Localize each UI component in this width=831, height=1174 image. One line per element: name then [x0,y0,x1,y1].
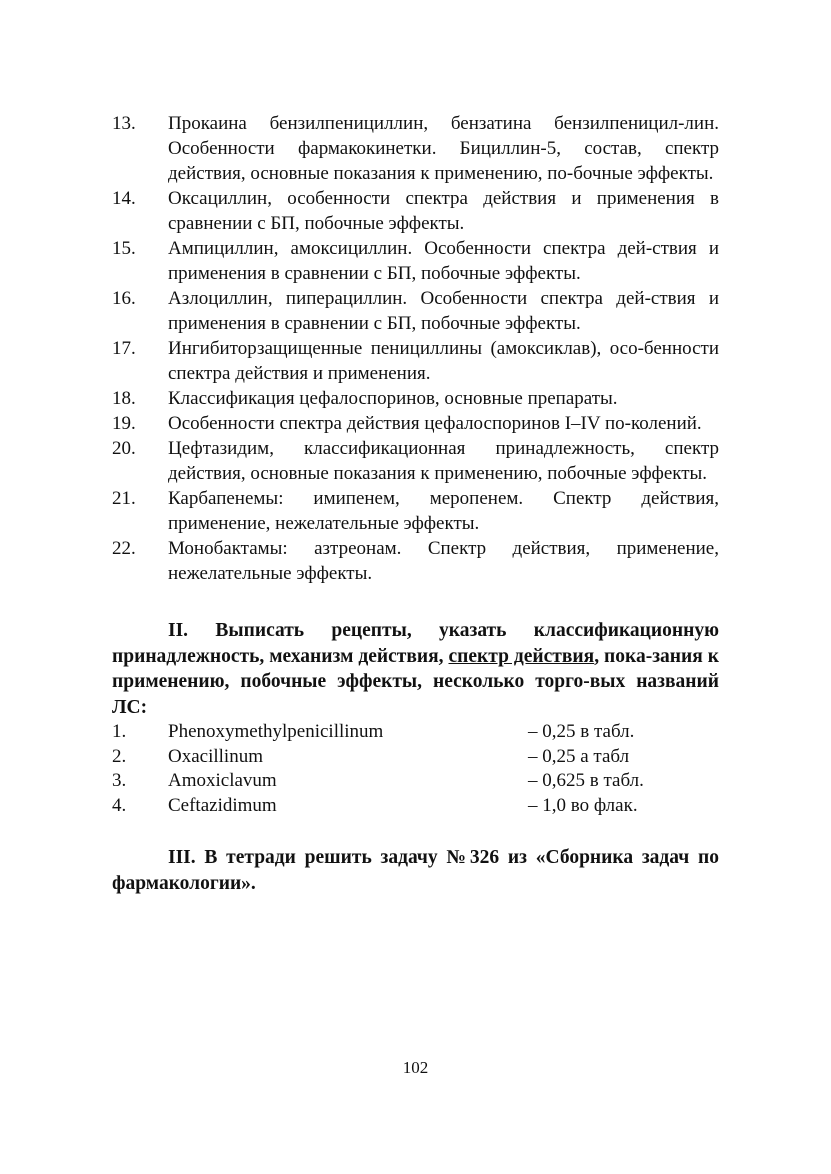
page-number: 102 [402,1058,429,1077]
prescription-number: 2. [112,745,127,767]
questions-list [112,111,719,586]
question-number: 18. [112,388,136,409]
list-item [112,794,719,819]
section-2-heading-start: II. Выписать рецепты, указать классификационную принадлежность, механизм действия, [112,620,719,667]
list-item [112,186,719,236]
section-2-heading-underlined: спектр действия [448,645,595,667]
question-number: 16. [112,288,136,309]
question-text: Классификация цефалоспоринов, основные препараты. [168,388,618,409]
question-text: Ингибиторзащищенные пенициллины (амоксиклав), осо-бенности спектра действия и применения. [168,338,719,384]
section-2-heading [112,618,719,720]
list-item [112,745,719,770]
list-item [112,769,719,794]
page-content [112,111,719,897]
drug-dose: – 1,0 во флак. [528,794,638,816]
section-2-heading-end: , пока-зания к применению, побочные эффекты, несколько торго-вых названий ЛС: [112,645,720,718]
question-text: Цефтазидим, классификационная принадлежность, спектр действия, основные показания к применению, побочные эффекты. [168,438,719,484]
question-text: Азлоциллин, пиперациллин. Особенности спектра дей-ствия и применения в сравнении с БП, побочные эффекты. [168,288,719,334]
list-item [112,111,719,186]
list-item [112,236,719,286]
question-number: 14. [112,188,136,209]
list-item [112,486,719,536]
prescription-number: 4. [112,794,127,816]
prescription-number: 3. [112,770,127,791]
question-text: Монобактамы: азтреонам. Спектр действия, применение, нежелательные эффекты. [168,538,719,584]
list-item [112,386,719,411]
question-number: 22. [112,538,136,559]
drug-dose: – 0,625 в табл. [528,770,644,791]
question-text: Ампициллин, амоксициллин. Особенности спектра дей-ствия и применения в сравнении с БП, побочные эффекты. [168,238,719,284]
drug-name: Amoxiclavum [168,770,277,791]
drug-dose: – 0,25 в табл. [528,721,635,742]
question-number: 13. [112,113,136,134]
prescription-number: 1. [112,721,127,742]
question-text: Оксациллин, особенности спектра действия и применения в сравнении с БП, побочные эффекты. [168,188,719,234]
list-item [112,286,719,336]
drug-name: Ceftazidimum [168,794,277,816]
question-number: 19. [112,413,136,434]
list-item [112,436,719,486]
question-number: 17. [112,338,136,359]
question-text: Прокаина бензилпенициллин, бензатина бензилпеницил-лин. Особенности фармакокинетки. Бициллин-5, состав, спектр действия, основные показания к применению, по-бочные эффекты. [168,113,719,184]
list-item [112,536,719,586]
drug-dose: – 0,25 а табл [528,745,630,767]
question-number: 21. [112,488,136,509]
drug-name: Phenoxymethylpenicillinum [168,721,384,742]
question-number: 20. [112,438,136,459]
question-text: Карбапенемы: имипенем, меропенем. Спектр действия, применение, нежелательные эффекты. [168,488,719,534]
list-item [112,411,719,436]
question-number: 15. [112,238,136,259]
drug-name: Oxacillinum [168,745,263,767]
prescriptions-list [112,720,719,818]
question-text: Особенности спектра действия цефалоспоринов I–IV по-колений. [168,413,702,434]
section-3-task: III. В тетради решить задачу №326 из «Сборника задач по фармакологии». [112,847,719,894]
list-item [112,336,719,386]
list-item [112,720,719,745]
